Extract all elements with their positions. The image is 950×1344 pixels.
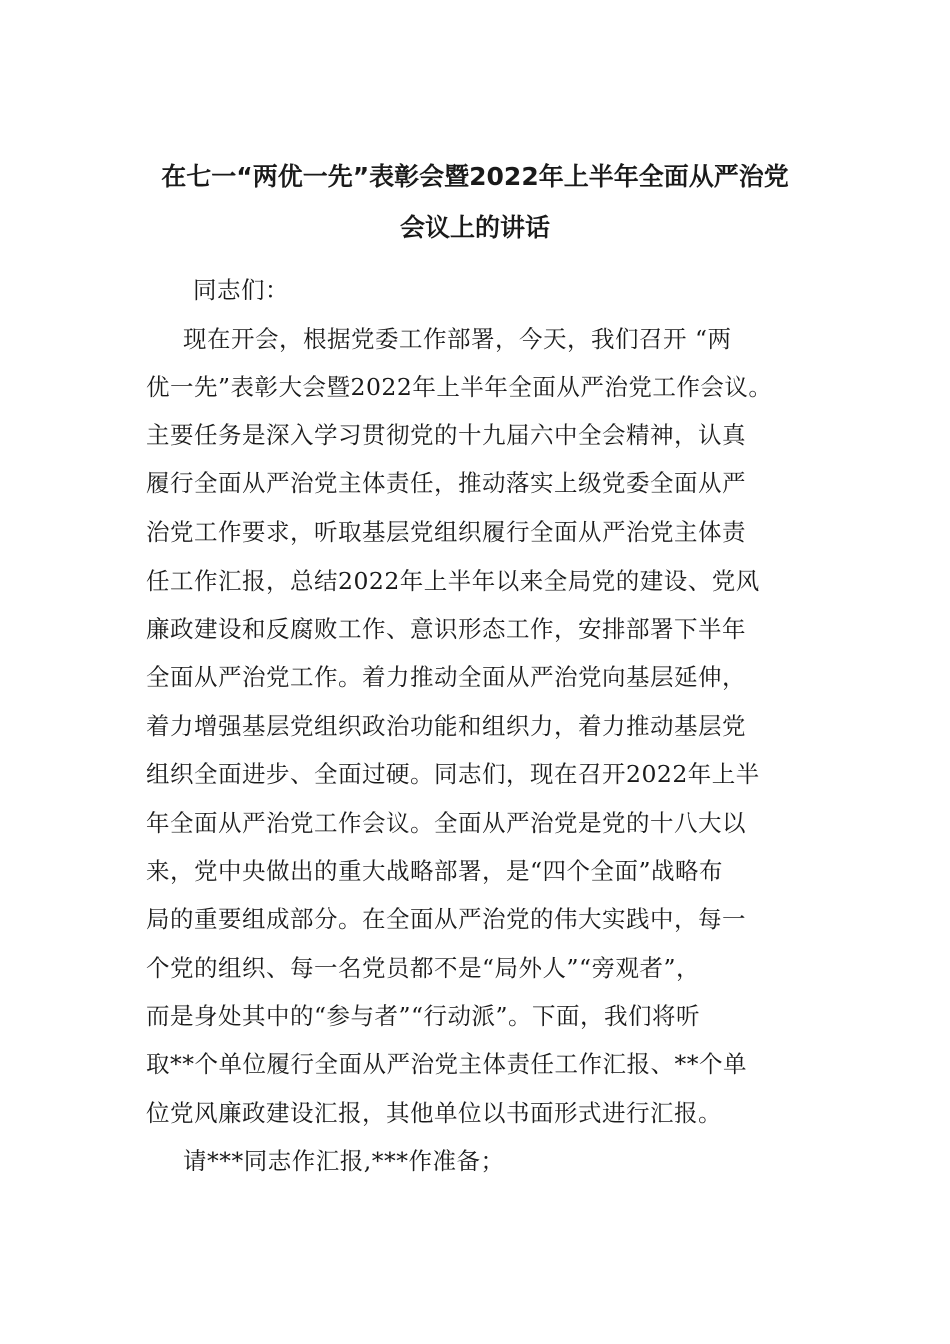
paragraph-line: 优一先”表彰大会暨2022年上半年全面从严治党工作会议。	[146, 373, 773, 401]
paragraph-line: 位党风廉政建设汇报，其他单位以书面形式进行汇报。	[146, 1099, 722, 1127]
closing-line: 请***同志作汇报,***作准备；	[183, 1147, 505, 1175]
paragraph-line: 着力增强基层党组织政治功能和组织力，着力推动基层党	[146, 712, 746, 740]
paragraph-line: 廉政建设和反腐败工作、意识形态工作，安排部署下半年	[146, 615, 746, 643]
paragraph-line: 组织全面进步、全面过硬。同志们，现在召开2022年上半	[146, 760, 760, 788]
paragraph-line: 局的重要组成部分。在全面从严治党的伟大实践中，每一	[146, 905, 746, 933]
paragraph-line: 而是身处其中的“参与者”“行动派”。下面，我们将听	[146, 1002, 701, 1030]
document-title-line-2: 会议上的讲话	[399, 213, 550, 242]
paragraph-line: 全面从严治党工作。着力推动全面从严治党向基层延伸，	[146, 663, 746, 691]
document-title-line-1: 在七一“两优一先”表彰会暨2022年上半年全面从严治党	[161, 162, 789, 191]
greeting: 同志们：	[193, 276, 289, 304]
paragraph-line: 治党工作要求，听取基层党组织履行全面从严治党主体责	[146, 518, 746, 546]
paragraph-line: 履行全面从严治党主体责任，推动落实上级党委全面从严	[146, 469, 746, 497]
paragraph-line: 取**个单位履行全面从严治党主体责任工作汇报、**个单	[146, 1050, 747, 1078]
paragraph-line: 任工作汇报，总结2022年上半年以来全局党的建设、党风	[146, 567, 760, 595]
paragraph-line: 来，党中央做出的重大战略部署，是“四个全面”战略布	[146, 857, 724, 885]
paragraph-line: 个党的组织、每一名党员都不是“局外人”“旁观者”，	[146, 954, 701, 982]
paragraph-line: 现在开会，根据党委工作部署，今天，我们召开 “两	[183, 325, 732, 353]
paragraph-line: 主要任务是深入学习贯彻党的十九届六中全会精神，认真	[146, 421, 746, 449]
paragraph-line: 年全面从严治党工作会议。全面从严治党是党的十八大以	[146, 809, 746, 837]
